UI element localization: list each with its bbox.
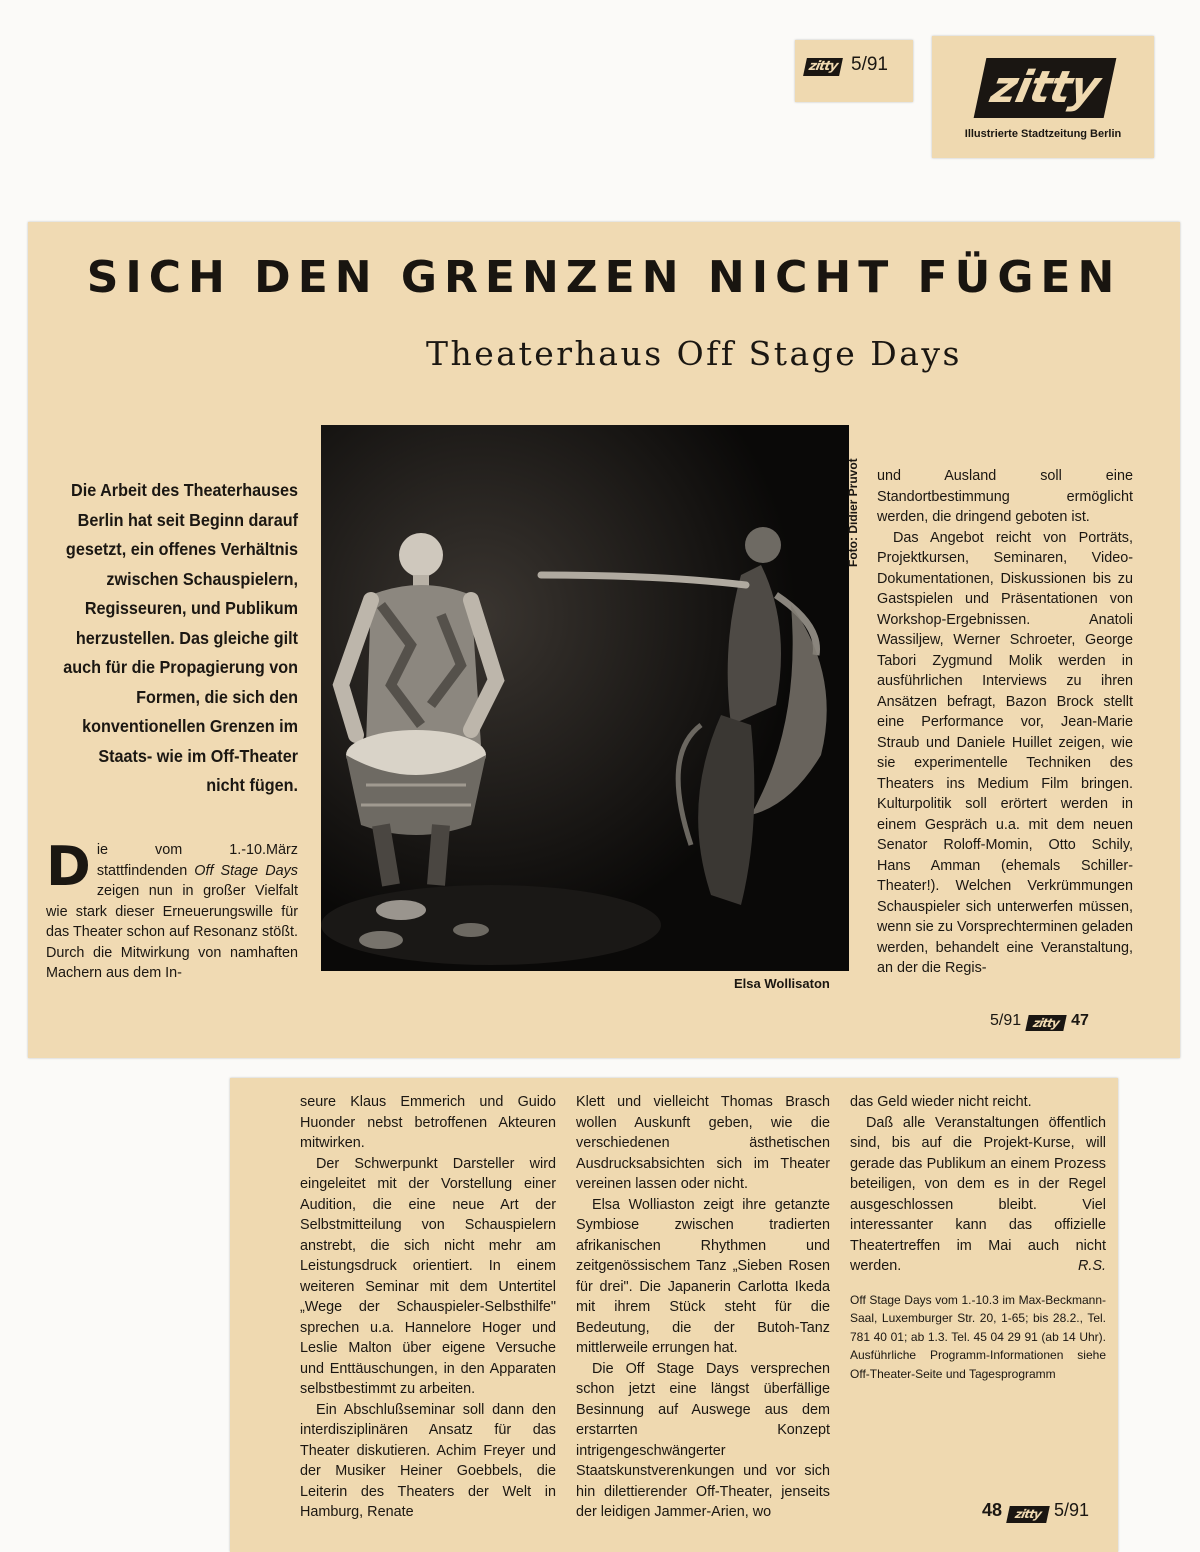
col1-para-3: Ein Abschlußseminar soll dann den interdisziplinären Ansatz für das Theater diskutieren. Achim Freyer und der Musiker Heiner Goebbels, die Leiterin des Theaters der Welt in Hamburg, Renate (300, 1401, 556, 1520)
drop-cap: D (46, 835, 91, 898)
col3-para-1: das Geld wieder nicht reicht. (850, 1094, 1032, 1110)
event-name-italic: Off Stage Days (194, 862, 298, 879)
zitty-logo-folio: zitty (1025, 1015, 1066, 1031)
article-clipping (28, 222, 1180, 1058)
folio-page-number: 47 (1071, 1012, 1089, 1029)
col1-para-2: Der Schwerpunkt Darsteller wird eingeleitet mit der Vorstellung einer Audition, die eine neue Art der Selbstmitteilung von Schauspielern anstrebt, die sich nicht mehr am Leistungsdruck orientiert. In einem weiteren Seminar mit dem Untertitel „Wege der Schauspieler-Selbsthilfe" sprechen u.a. Hannelore Hoger und Leslie Malton über eigene Versuche und Enttäuschungen, in den Apparaten selbstbestimmt zu arbeiten. (300, 1155, 556, 1397)
folio2-issue: 5/91 (1054, 1500, 1090, 1520)
continuation-clipping (230, 1078, 1118, 1552)
article-photo (321, 425, 849, 971)
continuation-column-1 (300, 1092, 556, 1523)
body-left-text-1: ie vom 1.-10.März stattfindenden (96, 842, 298, 879)
article-body-left (46, 835, 298, 984)
continuation-column-2 (576, 1092, 830, 1523)
col2-para-1: Klett und vielleicht Thomas Brasch wollen Auskunft geben, wie die verschiedenen ästhetischen Ausdrucksabsichten sich im Theater vereinen lassen oder nicht. (576, 1094, 830, 1192)
article-headline: SICH DEN GRENZEN NICHT FÜGEN (86, 252, 1122, 303)
dance-performance-photo (321, 425, 849, 971)
folio2-page-number: 48 (982, 1500, 1003, 1520)
masthead-subtitle: Illustrierte Stadtzeitung Berlin (964, 128, 1122, 140)
photo-caption: Elsa Wollisaton (734, 976, 830, 991)
page-folio-47 (990, 1012, 1089, 1031)
col3-para-2-text: Daß alle Veranstaltungen öffentlich sind, bis auf die Projekt-Kurse, will gerade das Publikum an einem Prozess beteiligen, von dem es in der Regel ausgeschlossen bleibt. Viel interessanter kann das offizielle Theatertreffen im Mai auch nicht werden. (850, 1114, 1106, 1274)
article-subheadline: Theaterhaus Off Stage Days (425, 334, 962, 373)
col1-para-1: seure Klaus Emmerich und Guido Huonder nebst betroffenen Akteuren mitwirken. (300, 1094, 556, 1151)
continuation-column-3 (850, 1092, 1106, 1383)
zitty-logo-folio-2: zitty (1006, 1506, 1050, 1523)
page-folio-48 (982, 1500, 1089, 1523)
author-signature: R.S. (1078, 1258, 1106, 1274)
body-left-text-2: zeigen nun in großer Vielfalt wie stark dieser Erneuerungswille für das Theater schon auf Resonanz stößt. Durch die Mitwirkung von namhaften Machern aus dem In- (46, 883, 298, 981)
body-right-p2: Das Angebot reicht von Porträts, Projektkursen, Seminaren, Video-Dokumentationen, Diskussionen bis zu Gastspielen und Präsentationen von Workshop-Ergebnissen. Anatoli Wassiljew, Werner Schroeter, George Tabori Zygmund Molik werden in ausführlichen Interviews zu ihren Ansätzen befragt, Bazon Brock stellt eine Performance vor, Jean-Marie Straub und Daniele Huillet zeigen, wie sie experimentelle Techniken des Theaters ins Medium Film bringen. Kulturpolitik soll erörtert werden in einem Gespräch u.a. mit dem neuen Senator Roloff-Momin, Otto Schily, Hans Amman (ehemals Schiller-Theater!). Welchen Verkrümmungen Schauspieler sich unterwerfen müssen, wenn sie zu Vorsprechterminen geladen werden, behandelt eine Veranstaltung, an der die Regis- (877, 529, 1133, 976)
masthead-clipping (932, 36, 1154, 158)
article-body-right (877, 466, 1133, 979)
zitty-logo-small: zitty (803, 58, 843, 76)
issue-tag-clipping (795, 40, 913, 102)
folio-issue: 5/91 (990, 1012, 1022, 1029)
article-lead: Die Arbeit des Theaterhauses Berlin hat seit Beginn darauf gesetzt, ein offenes Verhältnis zwischen Schauspielern, Regisseuren, und Publikum herzustellen. Das gleiche gilt auch für die Propagierung von Formen, die sich den konventionellen Grenzen im Staats- wie im Off-Theater nicht fügen. (63, 480, 298, 795)
event-info-box: Off Stage Days vom 1.-10.3 im Max-Beckmann-Saal, Luxemburger Str. 20, 1-65; bis 28.2., Tel. 781 40 01; ab 1.3. Tel. 45 04 29 91 (ab 14 Uhr). Ausführliche Programm-Informationen siehe Off-Theater-Seite und Tagesprogramm (850, 1292, 1106, 1381)
zitty-logo: zitty (974, 58, 1117, 118)
photo-credit: Foto: Didier Pruvot (846, 458, 860, 567)
issue-number: 5/91 (851, 54, 888, 75)
body-right-p1: und Ausland soll eine Standortbestimmung ermöglicht werden, die dringend geboten ist. (877, 468, 1133, 525)
col2-para-3: Die Off Stage Days versprechen schon jetzt eine längst überfällige Besinnung auf Auswege aus dem erstarrten Konzept intrigengeschwängerter Staatskunstverenkungen und vor sich hin dilettierender Off-Theater, jenseits der leidigen Jammer-Arien, wo (576, 1360, 830, 1520)
col3-para-2 (850, 1113, 1106, 1277)
col2-para-2: Elsa Wolliaston zeigt ihre getanzte Symbiose zwischen tradierten afrikanischen Rhythmen und zeitgenössischem Tanz „Sieben Rosen für drei". Die Japanerin Carlotta Ikeda mit ihrem Stück steht für die Bedeutung, die der Butoh-Tanz mittlerweile errungen hat. (576, 1196, 830, 1356)
